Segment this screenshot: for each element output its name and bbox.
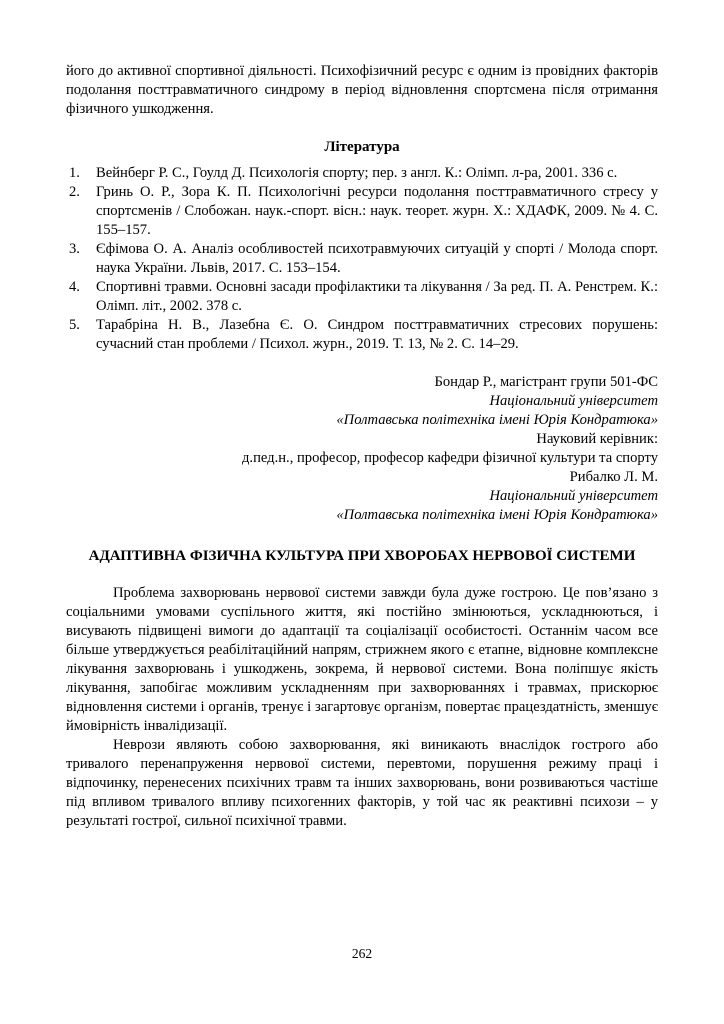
author-university-name-line: «Полтавська політехніка імені Юрія Кондратюка» [336, 412, 658, 428]
literature-heading: Література [324, 139, 400, 155]
supervisor-name-line: Рибалко Л. М. [569, 469, 658, 485]
author-block [66, 373, 658, 525]
literature-item-text: Тарабріна Н. В., Лазебна Є. О. Синдром посттравматичних стресових порушень: сучасний стан проблеми / Психол. журн., 2019. Т. 13, № 2. С. 14–29. [96, 317, 658, 352]
literature-item-text: Вейнберг Р. С., Гоулд Д. Психологія спорту; пер. з англ. К.: Олімп. л-ра, 2001. 336 с. [96, 165, 618, 181]
literature-item [66, 316, 658, 354]
literature-item-text: Спортивні травми. Основні засади профілактики та лікування / За ред. П. А. Ренстрем. К.: Олімп. літ., 2002. 378 с. [96, 279, 658, 314]
literature-item-number: 1. [69, 165, 80, 181]
literature-list [66, 164, 658, 354]
literature-item-number: 4. [69, 279, 80, 295]
article-paragraph: Неврози являють собою захворювання, які виникають внаслідок гострого або тривалого перенапруження нервової системи, перевтоми, порушення режиму праці і відпочинку, перенесених психічних травм та інших захворювань, вони розвиваються частіше під впливом тривалого впливу психогенних факторів, у той час як реактивні психози – у результаті гострої, сильної психічної травми. [66, 737, 658, 829]
author-university-line: Національний університет [489, 393, 658, 409]
literature-item [66, 278, 658, 316]
supervisor-label-line: Науковий керівник: [536, 431, 658, 447]
article-title: АДАПТИВНА ФІЗИЧНА КУЛЬТУРА ПРИ ХВОРОБАХ НЕРВОВОЇ СИСТЕМИ [88, 548, 636, 564]
literature-item-number: 5. [69, 317, 80, 333]
literature-item-text: Гринь О. Р., Зора К. П. Психологічні ресурси подолання посттравматичного стресу у спортсменів / Слобожан. наук.-спорт. вісн.: наук. теорет. журн. Х.: ХДАФК, 2009. № 4. С. 155–157. [96, 184, 658, 238]
literature-item-number: 2. [69, 184, 80, 200]
author-name-line: Бондар Р., магістрант групи 501-ФС [434, 374, 658, 390]
literature-item [66, 240, 658, 278]
supervisor-university-name-line: «Полтавська політехніка імені Юрія Кондратюка» [336, 507, 658, 523]
literature-item [66, 183, 658, 240]
article-paragraph: Проблема захворювань нервової системи завжди була дуже гострою. Це пов’язано з соціальними умовами суспільного життя, які постійно змінюються, ускладнюються, і висувають підвищені вимоги до адаптації та соціалізації особистості. Останнім часом все більше утверджується реабілітаційний напрям, стрижнем якого є етапне, відновне комплексне лікування захворювань і ушкоджень, зокрема, й нервової системи. Вона поліпшує якість лікування, запобігає можливим ускладненням при захворюваннях і травмах, прискорює відновлення системи і органів, тренує і загартовує організм, повертає працездатність, зменшує ймовірність інвалідизації. [66, 585, 658, 734]
page-number: 262 [351, 946, 373, 961]
literature-item-text: Єфімова О. А. Аналіз особливостей психотравмуючих ситуацій у спорті / Молода спорт. наука України. Львів, 2017. С. 153–154. [96, 241, 658, 276]
supervisor-degree-line: д.пед.н., професор, професор кафедри фізичної культури та спорту [242, 450, 658, 466]
literature-item [66, 164, 658, 183]
supervisor-university-line: Національний університет [489, 488, 658, 504]
intro-paragraph: його до активної спортивної діяльності. Психофізичний ресурс є одним із провідних факторів подолання посттравматичного синдрому в період відновлення спортсмена після отримання фізичного ушкодження. [66, 63, 658, 117]
literature-item-number: 3. [69, 241, 80, 257]
